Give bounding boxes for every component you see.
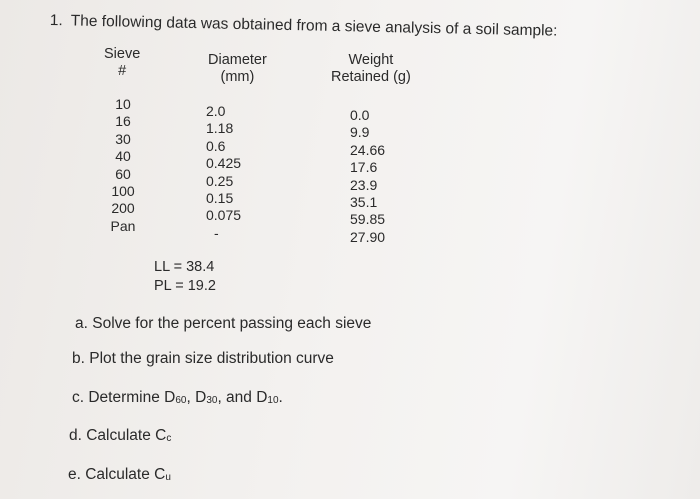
subscript-10: 10 — [267, 395, 279, 406]
table-cell-weight: 9.9 — [350, 124, 370, 141]
table-cell-sieve: 40 — [115, 148, 131, 165]
header-weight — [331, 52, 411, 86]
table-cell-diameter: 0.075 — [206, 207, 242, 224]
subscript-30: 30 — [206, 395, 218, 406]
table-cell-weight: 35.1 — [350, 194, 378, 211]
question-c — [72, 389, 283, 407]
header-sieve-line2: # — [118, 63, 127, 79]
sieve-column — [106, 96, 140, 235]
table-cell-weight: 27.90 — [350, 228, 386, 245]
question-e — [68, 466, 171, 484]
table-cell-weight: 24.66 — [350, 141, 386, 158]
weight-column — [350, 107, 385, 246]
header-sieve — [104, 46, 140, 80]
atterberg-limits — [154, 258, 216, 296]
subscript-c: c — [166, 433, 172, 444]
plastic-limit: PL = 19.2 — [154, 278, 216, 294]
question-c-text: . — [278, 389, 283, 406]
table-cell-diameter: 0.15 — [206, 190, 234, 207]
table-cell-diameter: - — [214, 224, 219, 241]
problem-statement — [50, 12, 558, 41]
problem-number: 1. — [49, 12, 63, 30]
table-cell-sieve: 100 — [111, 183, 135, 200]
table-cell-sieve: 200 — [111, 200, 135, 217]
table-cell-sieve: 16 — [115, 113, 131, 130]
table-cell-diameter: 1.18 — [206, 120, 234, 137]
question-b: b. Plot the grain size distribution curve — [72, 350, 334, 367]
table-cell-sieve: 60 — [115, 165, 131, 182]
question-c-text: , and D — [217, 389, 268, 406]
problem-text: The following data was obtained from a sieve analysis of a soil sample: — [70, 12, 558, 40]
table-cell-diameter: 0.25 — [206, 172, 234, 189]
table-cell-sieve: Pan — [110, 217, 136, 234]
table-cell-weight: 0.0 — [350, 107, 370, 123]
header-weight-line2: Retained (g) — [331, 69, 411, 85]
table-cell-sieve: 30 — [115, 130, 131, 147]
header-diameter-line2: (mm) — [220, 69, 255, 85]
question-d-text: d. Calculate C — [69, 427, 167, 444]
header-weight-line1: Weight — [348, 52, 394, 68]
table-cell-diameter: 2.0 — [206, 103, 226, 119]
question-e-text: e. Calculate C — [68, 466, 166, 483]
table-cell-weight: 59.85 — [350, 211, 386, 228]
diameter-column — [206, 103, 241, 242]
subscript-u: u — [165, 472, 171, 483]
header-diameter-line1: Diameter — [208, 52, 267, 68]
question-d — [69, 427, 171, 445]
question-a: a. Solve for the percent passing each sieve — [75, 315, 372, 332]
header-diameter — [208, 52, 267, 86]
question-c-text: , D — [186, 389, 207, 406]
subscript-60: 60 — [175, 395, 187, 406]
table-cell-sieve: 10 — [115, 96, 131, 112]
question-c-text: c. Determine D — [72, 389, 176, 406]
liquid-limit: LL = 38.4 — [154, 259, 215, 275]
header-sieve-line1: Sieve — [104, 46, 141, 62]
table-cell-diameter: 0.425 — [206, 155, 242, 172]
table-cell-weight: 23.9 — [350, 176, 378, 193]
table-cell-weight: 17.6 — [350, 159, 378, 176]
table-cell-diameter: 0.6 — [206, 137, 226, 154]
